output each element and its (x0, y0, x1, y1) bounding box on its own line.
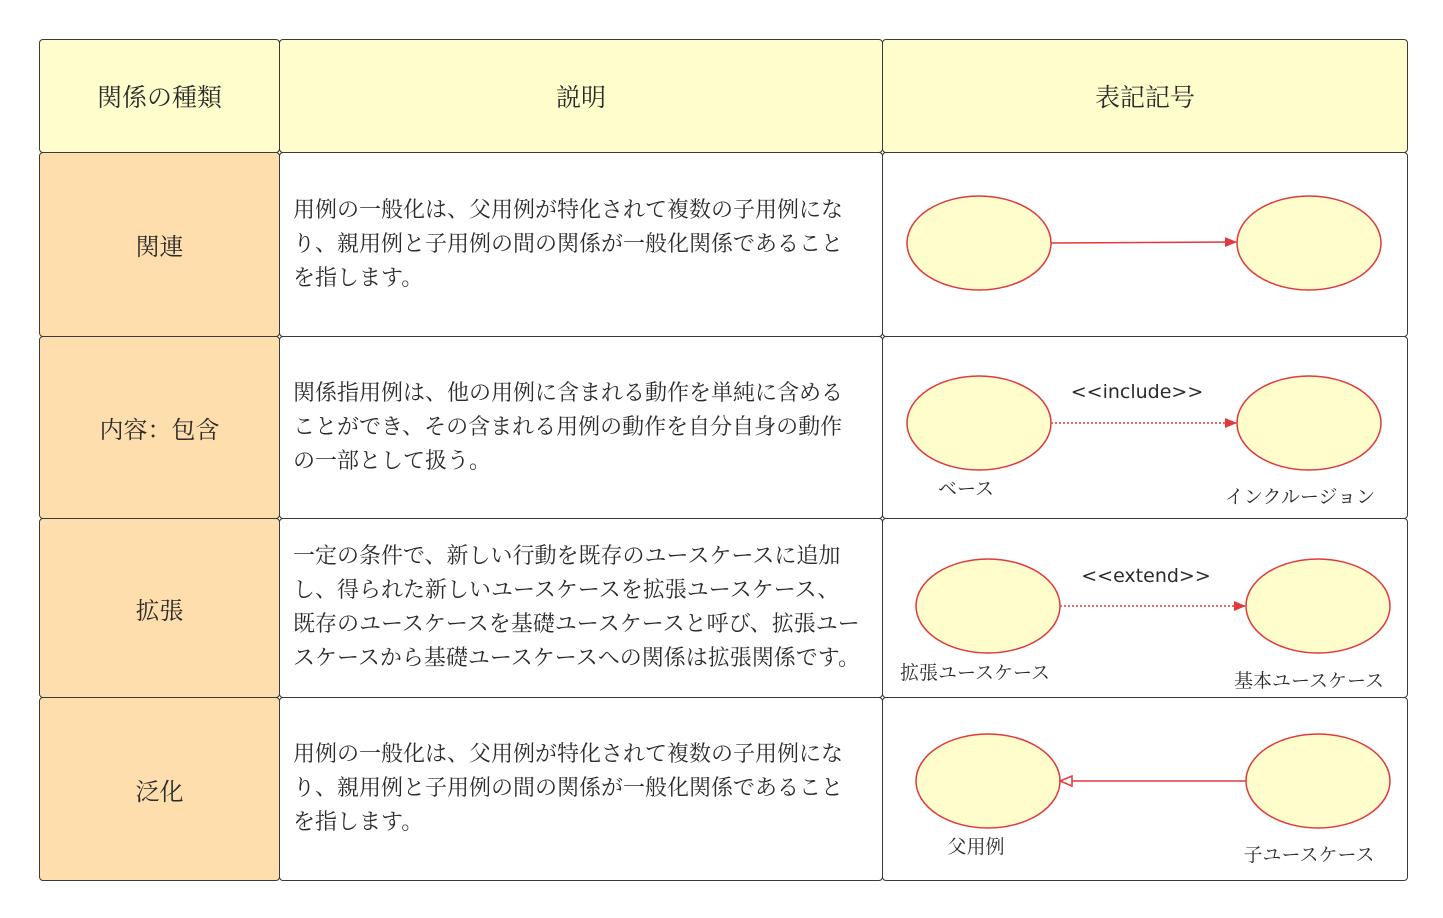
header-type-label: 関係の種類 (96, 83, 222, 112)
inclusion-label: インクルージョン (1224, 486, 1376, 508)
usecase-oval-child (1246, 734, 1390, 828)
association-diagram (907, 196, 1381, 290)
usecase-oval-extension (916, 559, 1060, 653)
header-notation-label: 表記記号 (1094, 83, 1195, 112)
row-description-text: 用例の一般化は、父用例が特化されて複数の子用例になり、親用例と子用例の間の関係が一般化関係であることを指します。 (293, 742, 844, 835)
row-type-label: 関連 (135, 233, 184, 261)
usecase-oval-parent (916, 734, 1060, 828)
usecase-oval-left (907, 196, 1051, 290)
header-description-label: 説明 (555, 83, 606, 112)
row-type-label: 泛化 (135, 777, 184, 806)
row-type-label: 拡張 (135, 596, 184, 625)
parent-usecase-label: 父用例 (947, 836, 1005, 858)
include-stereotype: <<include>> (1070, 381, 1204, 403)
extension-usecase-label: 拡張ユースケース (899, 662, 1051, 684)
generalization-diagram (916, 734, 1390, 866)
base-label: ベース (937, 478, 995, 500)
usecase-oval-right (1237, 196, 1381, 290)
extend-stereotype: <<extend>> (1081, 565, 1211, 587)
row-description-text: 用例の一般化は、父用例が特化されて複数の子用例になり、親用例と子用例の間の関係が一般化関係であることを指します。 (293, 197, 844, 291)
include-diagram (907, 376, 1381, 508)
child-usecase-label: 子ユースケース (1243, 844, 1375, 866)
row-type-label: 内容：包含 (99, 416, 220, 444)
usecase-oval-inclusion (1237, 376, 1381, 470)
row-description-text: 一定の条件で、新しい行動を既存のユースケースに追加し、得られた新しいユースケースを拡張ユースケース、既存のユースケースを基礎ユースケースと呼び、拡張ユースケースから基礎ユースケースへの関係は拡張関係です。 (293, 544, 860, 671)
association-arrow (1051, 242, 1236, 243)
extend-diagram (900, 559, 1390, 692)
row-description-text: 関係指用例は、他の用例に含まれる動作を単純に含めることができ、その含まれる用例の動作を自分自身の動作の一部として扱う。 (293, 380, 844, 474)
usecase-oval-base (907, 376, 1051, 470)
usecase-oval-basic (1246, 559, 1390, 653)
basic-usecase-label: 基本ユースケース (1233, 670, 1385, 692)
